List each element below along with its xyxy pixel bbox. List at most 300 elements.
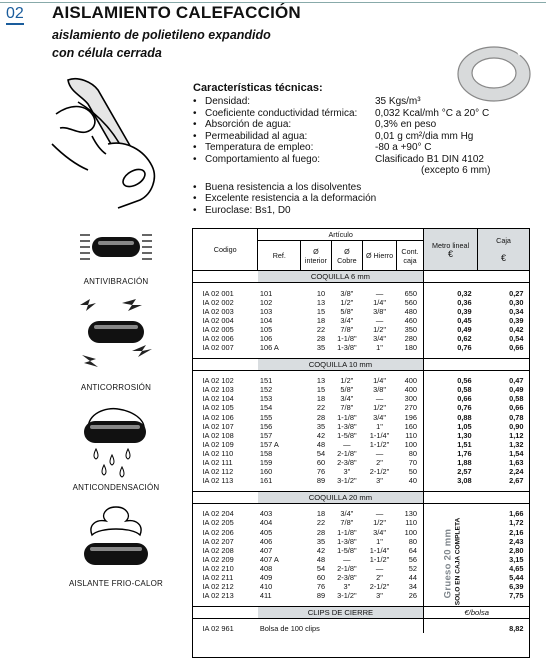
cell-interior: 42 <box>316 430 326 440</box>
header-articulo: Artículo <box>258 229 424 241</box>
cell-ref: 151 <box>259 376 273 386</box>
tech-extra: • Excelente resistencia a la deformación <box>193 193 533 205</box>
cell-ref: 157 A <box>259 439 279 449</box>
tech-item: • Comportamiento al fuego: Clasificado B1 DIN 4102 <box>193 154 533 166</box>
cell-metro-lineal: 1,30 <box>424 431 478 440</box>
cell-codigo: IA 02 103 <box>202 385 234 395</box>
cell-codigo: IA 02 211 <box>202 572 234 582</box>
cell-ref: 104 <box>259 315 273 325</box>
cell-caja: 0,30 <box>509 297 524 307</box>
cell-interior: 28 <box>316 527 326 537</box>
cell-codigo: IA 02 210 <box>202 563 234 573</box>
cell-hierro: — <box>375 448 384 458</box>
cell-caja: 2,24 <box>509 467 524 477</box>
cell-caja: 7,75 <box>509 591 524 601</box>
cell-hierro: 1/2" <box>373 518 386 528</box>
cell-cont: 400 <box>404 385 417 395</box>
tech-item: • Temperatura de empleo: -80 a +90° C <box>193 142 533 154</box>
aislante-frio-calor-block <box>56 505 176 588</box>
cell-cont: 110 <box>405 430 417 440</box>
cell-hierro: — <box>375 315 384 325</box>
cell-codigo: IA 02 002 <box>202 297 234 307</box>
cell-cobre: 2-1/8" <box>337 448 357 458</box>
cell-caja: 4,65 <box>509 563 524 573</box>
tech-extra: • Buena resistencia a los disolventes <box>193 182 533 194</box>
cell-ref: 106 <box>259 334 273 344</box>
cell-hierro: 3/8" <box>373 306 386 316</box>
cell-ref: 406 <box>259 536 273 546</box>
cell-ref: 155 <box>259 412 273 422</box>
cell-cobre: 3-1/2" <box>337 591 357 601</box>
cell-interior: 35 <box>316 536 326 546</box>
header-cont-caja: Cont. caja <box>396 241 423 271</box>
cell-cont: 460 <box>404 315 417 325</box>
anticorrosion-label: ANTICORROSIÓN <box>80 383 152 392</box>
cell-cobre: — <box>343 439 351 449</box>
table-row <box>193 413 530 422</box>
cell-ref: 407 A <box>259 554 279 564</box>
cell-codigo: IA 02 207 <box>202 536 234 546</box>
cell-caja: 0,47 <box>509 376 524 386</box>
cell-caja: 1,72 <box>509 518 524 528</box>
cell-hierro: — <box>375 563 384 573</box>
cell-metro-lineal: 1,88 <box>424 458 478 467</box>
cell-caja: 2,80 <box>509 545 524 555</box>
cell-cobre: 3" <box>343 582 351 592</box>
tech-value: 35 Kgs/m³ <box>375 96 421 107</box>
cell-cont: 64 <box>408 545 417 555</box>
tech-item: • Permeabilidad al agua: 0,01 g cm²/dia mm Hg <box>193 131 533 143</box>
cell-codigo: IA 02 113 <box>202 476 234 486</box>
table-body <box>193 271 530 634</box>
cell-ref: 153 <box>259 394 273 404</box>
cell-codigo: IA 02 111 <box>202 458 233 468</box>
cell-interior: 48 <box>316 554 326 564</box>
cell-cont: 650 <box>404 288 417 298</box>
cell-cont: 50 <box>408 467 417 477</box>
header-metro-lineal: Metro lineal € <box>424 229 478 271</box>
cell-ref: 152 <box>259 385 273 395</box>
cell-cont: 160 <box>404 421 417 431</box>
clips-row <box>193 624 530 633</box>
section-header-row <box>193 271 530 283</box>
cell-caja: 2,43 <box>509 536 524 546</box>
cell-codigo: IA 02 007 <box>202 343 234 353</box>
cell-ref: 106 A <box>259 343 279 353</box>
cell-interior: 22 <box>316 403 326 413</box>
tech-value: 0,01 g cm²/dia mm Hg <box>375 130 474 142</box>
cell-interior: 54 <box>316 448 326 458</box>
cell-cobre: 3/4" <box>340 509 354 519</box>
cell-hierro: 1-1/4" <box>369 430 390 440</box>
cell-cobre: 2-3/8" <box>337 458 357 468</box>
cell-cont: 110 <box>405 518 417 528</box>
cell-cont: 270 <box>404 403 417 413</box>
subtitle-line-2: con célula cerrada <box>52 46 162 60</box>
cell-cobre: 2-3/8" <box>337 572 357 582</box>
cell-metro-lineal: 0,39 <box>424 307 478 316</box>
cell-cont: 70 <box>408 458 417 468</box>
section-title: COQUILLA 10 mm <box>258 358 424 370</box>
cell-cont: 100 <box>404 439 417 449</box>
cell-codigo: IA 02 205 <box>202 518 234 528</box>
cell-hierro: 1/4" <box>373 376 386 386</box>
cell-interior: 13 <box>316 297 326 307</box>
cell-cont: 40 <box>408 476 417 486</box>
anticorrosion-block <box>56 293 176 392</box>
table-row <box>193 537 530 546</box>
cell-caja: 0,42 <box>509 324 524 334</box>
cell-codigo: IA 02 212 <box>202 582 234 592</box>
table-row <box>193 334 530 343</box>
pipe-insulation-illustration <box>48 74 170 212</box>
cell-codigo: IA 02 206 <box>202 527 234 537</box>
cell-caja: 0,66 <box>509 403 524 413</box>
cell-interior: 76 <box>316 467 326 477</box>
cell-interior: 35 <box>316 343 326 353</box>
cell-cont: 180 <box>404 343 417 353</box>
table-row <box>193 467 530 476</box>
cell-hierro: 1-1/2" <box>369 439 390 449</box>
anticondensacion-label: ANTICONDENSACIÓN <box>72 483 160 492</box>
cell-metro-lineal: 1,05 <box>424 422 478 431</box>
table-row <box>193 449 530 458</box>
cell-caja: 1,54 <box>509 448 524 458</box>
cell-codigo: IA 02 006 <box>202 334 234 344</box>
aislante-frio-calor-label: AISLANTE FRIO-CALOR <box>68 579 164 588</box>
cell-cobre: 7/8" <box>340 518 354 528</box>
cell-codigo: IA 02 204 <box>202 509 234 519</box>
cell-caja: 0,90 <box>509 421 524 431</box>
cell-interior: 15 <box>316 385 326 395</box>
header-caja: Caja € <box>478 229 530 271</box>
cell-interior: 28 <box>316 334 326 344</box>
cell-ref: 405 <box>259 527 273 537</box>
antivibracion-block <box>56 225 176 286</box>
cell-cobre: 1-3/8" <box>337 421 357 431</box>
cell-ref: 411 <box>259 591 272 601</box>
cell-hierro: — <box>375 394 384 404</box>
aislante-frio-calor-icon <box>76 505 156 577</box>
cell-cobre: 1-1/8" <box>337 334 357 344</box>
cell-cobre: 5/8" <box>340 306 354 316</box>
table-row <box>193 394 530 403</box>
cell-cobre: 5/8" <box>340 385 354 395</box>
cell-codigo: IA 02 112 <box>202 467 234 477</box>
cell-cobre: 1-1/8" <box>337 412 357 422</box>
cell-metro-lineal: 0,58 <box>424 385 478 394</box>
cell-cobre: 1-1/8" <box>337 527 357 537</box>
cell-ref: 101 <box>259 288 273 298</box>
table-row <box>193 546 530 555</box>
cell-metro-lineal: 0,88 <box>424 413 478 422</box>
cell-cont: 26 <box>408 591 417 601</box>
cell-cobre: 7/8" <box>340 324 354 334</box>
cell-cont: 280 <box>404 334 417 344</box>
table-row <box>193 440 530 449</box>
cell-interior: 18 <box>316 394 326 404</box>
cell-ref: 160 <box>259 467 273 477</box>
cell-cobre: 1/2" <box>340 297 354 307</box>
cell-interior: 22 <box>316 518 326 528</box>
clips-desc: Bolsa de 100 clips <box>259 624 320 634</box>
cell-codigo: IA 02 208 <box>202 545 234 555</box>
cell-cont: 56 <box>408 554 417 564</box>
cell-hierro: 2-1/2" <box>369 582 390 592</box>
stamp-grueso: Grueso 20 mm <box>442 528 454 599</box>
cell-interior: 13 <box>316 376 326 386</box>
cell-cont: 196 <box>404 412 417 422</box>
section-header-row <box>193 358 530 370</box>
tech-value: 0,3% en peso <box>375 119 437 130</box>
clips-price: 8,82 <box>424 624 530 633</box>
cell-caja: 0,34 <box>509 306 524 316</box>
cell-interior: 28 <box>316 412 326 422</box>
cell-cobre: 3/8" <box>340 288 354 298</box>
cell-ref: 410 <box>259 582 273 592</box>
cell-caja: 1,32 <box>509 439 524 449</box>
cell-caja: 0,49 <box>509 385 524 395</box>
clips-header-row <box>193 606 530 618</box>
cell-metro-lineal: 0,49 <box>424 325 478 334</box>
cell-hierro: 3/4" <box>373 527 386 537</box>
header-codigo: Codigo <box>193 229 258 271</box>
cell-hierro: 1/2" <box>373 403 386 413</box>
page-subtitle <box>52 26 271 62</box>
cell-cobre: 3/4" <box>340 315 354 325</box>
section-title: COQUILLA 6 mm <box>258 271 424 283</box>
cell-cobre: 7/8" <box>340 403 354 413</box>
product-table <box>192 228 530 633</box>
cell-cobre: 1-3/8" <box>337 343 357 353</box>
cell-interior: 15 <box>316 306 326 316</box>
table-row <box>193 385 530 394</box>
cell-interior: 89 <box>316 476 326 486</box>
cell-cobre: 3/4" <box>340 394 354 404</box>
cell-codigo: IA 02 107 <box>202 421 234 431</box>
cell-cobre: 2-1/8" <box>337 563 357 573</box>
cell-metro-lineal: 2,57 <box>424 467 478 476</box>
cell-hierro: 2" <box>376 572 383 582</box>
cell-caja: 2,67 <box>509 476 524 486</box>
clips-price-unit: €/bolsa <box>424 606 530 618</box>
cell-cont: 44 <box>408 572 417 582</box>
cell-ref: 409 <box>259 572 273 582</box>
cell-codigo: IA 02 110 <box>202 448 234 458</box>
table-row <box>193 564 530 573</box>
cell-hierro: 1" <box>376 421 383 431</box>
cell-cont: 80 <box>408 536 417 546</box>
table-row <box>193 518 530 527</box>
cell-interior: 42 <box>316 545 326 555</box>
cell-cont: 400 <box>404 376 417 386</box>
table-row <box>193 298 530 307</box>
cell-codigo: IA 02 108 <box>202 430 234 440</box>
cell-metro-lineal: 0,76 <box>424 403 478 412</box>
cell-caja: 2,16 <box>509 527 524 537</box>
header-interior: Ø interior <box>301 241 331 271</box>
cell-interior: 18 <box>316 509 326 519</box>
cell-cobre: 1-3/8" <box>337 536 357 546</box>
cell-cont: 80 <box>408 448 417 458</box>
tech-extra: • Euroclase: Bs1, D0 <box>193 205 533 217</box>
cell-interior: 10 <box>316 288 326 298</box>
cell-interior: 18 <box>316 315 326 325</box>
table-row <box>193 527 530 536</box>
cell-ref: 404 <box>259 518 273 528</box>
cell-metro-lineal: 0,66 <box>424 394 478 403</box>
cell-codigo: IA 02 102 <box>202 376 234 386</box>
anticondensacion-icon <box>76 405 156 481</box>
cell-codigo: IA 02 005 <box>202 324 234 334</box>
cell-cont: 300 <box>404 394 417 404</box>
antivibracion-label: ANTIVIBRACIÓN <box>83 277 149 286</box>
cell-codigo: IA 02 106 <box>202 412 234 422</box>
tech-value: 0,032 Kcal/mh °C a 20° C <box>375 107 490 119</box>
cell-codigo: IA 02 105 <box>202 403 234 413</box>
section-title: COQUILLA 20 mm <box>258 491 424 503</box>
table-row <box>193 458 530 467</box>
tech-item: • Absorción de agua: 0,3% en peso <box>193 119 533 131</box>
cell-metro-lineal: 0,45 <box>424 316 478 325</box>
cell-caja: 0,54 <box>509 334 524 344</box>
table-row <box>193 591 530 600</box>
cell-metro-lineal: 3,08 <box>424 476 478 485</box>
cell-caja: 0,58 <box>509 394 524 404</box>
table-row <box>193 343 530 352</box>
tech-heading: Características técnicas: <box>193 82 323 94</box>
section-number: 02 <box>6 5 24 25</box>
cell-caja: 0,39 <box>509 315 524 325</box>
header-hierro: Ø Hierro <box>363 241 397 271</box>
cell-cobre: 3-1/2" <box>337 476 357 486</box>
cell-hierro: 1-1/2" <box>369 554 390 564</box>
cell-interior: 60 <box>316 572 326 582</box>
cell-ref: 159 <box>259 458 273 468</box>
cell-cobre: 1/2" <box>340 376 354 386</box>
table-row <box>193 422 530 431</box>
cell-hierro: 2" <box>376 458 383 468</box>
table-row <box>193 307 530 316</box>
cell-cont: 130 <box>404 509 417 519</box>
header-cobre: Ø Cobre <box>331 241 363 271</box>
cell-interior: 54 <box>316 563 326 573</box>
table-row <box>193 316 530 325</box>
cell-caja: 1,12 <box>509 430 524 440</box>
cell-ref: 161 <box>259 476 273 486</box>
cell-hierro: 1-1/4" <box>369 545 390 555</box>
cell-caja: 0,66 <box>509 343 524 353</box>
table-row <box>193 376 530 385</box>
cell-hierro: 3" <box>376 591 383 601</box>
cell-metro-lineal: 1,51 <box>424 440 478 449</box>
page-title: AISLAMIENTO CALEFACCIÓN <box>52 3 301 22</box>
cell-ref: 158 <box>259 448 273 458</box>
cell-ref: 103 <box>259 306 273 316</box>
cell-metro-lineal: 0,76 <box>424 343 478 352</box>
cell-codigo: IA 02 003 <box>202 306 234 316</box>
cell-interior: 22 <box>316 324 326 334</box>
cell-hierro: 1" <box>376 343 383 353</box>
anticondensacion-block <box>56 405 176 492</box>
cell-codigo: IA 02 001 <box>202 288 234 298</box>
cell-cont: 560 <box>404 297 417 307</box>
technical-characteristics <box>193 82 533 216</box>
cell-hierro: 3" <box>376 476 383 486</box>
cell-ref: 154 <box>259 403 273 413</box>
cell-metro-lineal: 0,36 <box>424 298 478 307</box>
cell-hierro: 3/4" <box>373 334 386 344</box>
cell-ref: 403 <box>259 509 273 519</box>
table-row <box>193 509 530 518</box>
header-ref: Ref. <box>258 241 301 271</box>
cell-caja: 0,27 <box>509 288 524 298</box>
cell-codigo: IA 02 209 <box>202 554 234 564</box>
cell-interior: 35 <box>316 421 326 431</box>
table-row <box>193 476 530 485</box>
cell-caja: 1,66 <box>509 509 524 519</box>
table-row <box>193 403 530 412</box>
stamp-solo-caja: SOLO EN CAJA COMPLETA <box>454 517 462 606</box>
cell-hierro: — <box>375 288 384 298</box>
cell-ref: 156 <box>259 421 273 431</box>
cell-metro-lineal: 1,76 <box>424 449 478 458</box>
cell-cobre: 1-5/8" <box>337 430 357 440</box>
cell-ref: 102 <box>259 297 273 307</box>
cell-metro-lineal: 0,62 <box>424 334 478 343</box>
grueso-stamp <box>433 512 461 622</box>
section-header-row <box>193 491 530 503</box>
subtitle-line-1: aislamiento de polietileno expandido <box>52 28 271 42</box>
cell-hierro: — <box>375 509 384 519</box>
cell-cont: 350 <box>404 324 417 334</box>
cell-metro-lineal: 0,56 <box>424 376 478 385</box>
fire-note: (excepto 6 mm) <box>421 165 491 176</box>
cell-cont: 100 <box>404 527 417 537</box>
clips-code: IA 02 961 <box>202 624 234 634</box>
cell-hierro: 3/8" <box>373 385 386 395</box>
cell-ref: 105 <box>259 324 273 334</box>
cell-caja: 3,15 <box>509 554 524 564</box>
cell-hierro: 1/4" <box>373 297 386 307</box>
cell-hierro: 1" <box>376 536 383 546</box>
cell-metro-lineal: 0,32 <box>424 289 478 298</box>
tech-item: • Coeficiente conductividad térmica: 0,032 Kcal/mh °C a 20° C <box>193 108 533 120</box>
tech-value: Clasificado B1 DIN 4102 <box>375 153 484 165</box>
cell-codigo: IA 02 004 <box>202 315 234 325</box>
cell-ref: 157 <box>259 430 273 440</box>
cell-hierro: 2-1/2" <box>369 467 390 477</box>
table-row <box>193 582 530 591</box>
cell-codigo: IA 02 213 <box>202 591 234 601</box>
cell-caja: 6,39 <box>509 582 524 592</box>
cell-ref: 408 <box>259 563 273 573</box>
cell-interior: 48 <box>316 439 326 449</box>
cell-caja: 5,44 <box>509 572 524 582</box>
cell-ref: 407 <box>259 545 273 555</box>
table-row <box>193 325 530 334</box>
table-row <box>193 431 530 440</box>
cell-cont: 480 <box>404 306 417 316</box>
clips-title: CLIPS DE CIERRE <box>258 606 424 618</box>
cell-caja: 0,78 <box>509 412 524 422</box>
cell-caja: 1,63 <box>509 458 524 468</box>
anticorrosion-icon <box>76 293 156 381</box>
cell-hierro: 1/2" <box>373 324 386 334</box>
cell-hierro: 3/4" <box>373 412 386 422</box>
tech-item: • Densidad: 35 Kgs/m³ <box>193 96 533 108</box>
tech-value: -80 a +90° C <box>375 142 432 153</box>
